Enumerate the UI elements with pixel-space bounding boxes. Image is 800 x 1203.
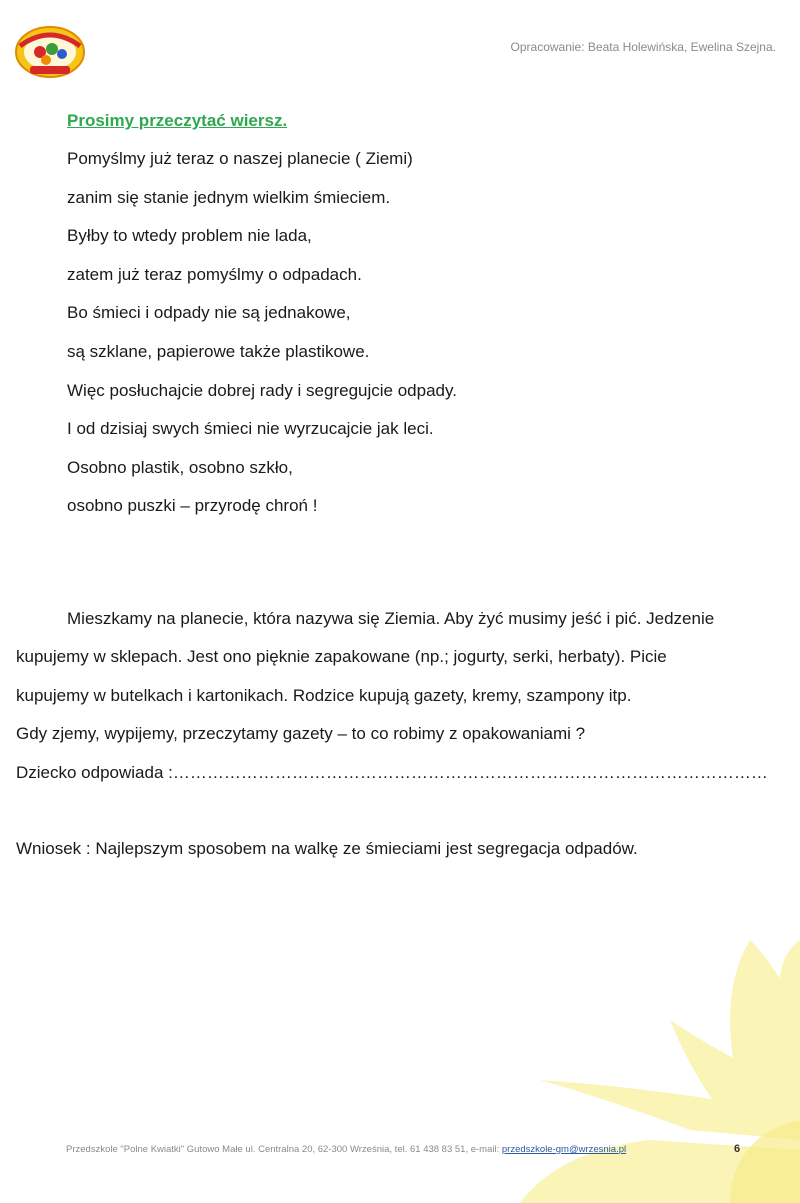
footer [66,1144,746,1155]
child-answer-line: Dziecko odpowiada :…………………………………………………………………………………………… [16,762,768,782]
poem-line: I od dzisiaj swych śmieci nie wyrzucajcie jak leci. [67,419,434,439]
poem-line: osobno puszki – przyrodę chroń ! [67,496,318,516]
poem-line: Pomyślmy już teraz o naszej planecie ( Ziemi) [67,149,413,168]
poem-line: zanim się stanie jednym wielkim śmieciem. [67,187,391,207]
header-credit: Opracowanie: Beata Holewińska, Ewelina Szejna. [510,40,776,54]
conclusion: Wniosek : Najlepszym sposobem na walkę ze śmieciami jest segregacja odpadów. [16,839,638,858]
body-paragraph [16,607,786,799]
poem [67,148,457,534]
kindergarten-logo-icon [14,22,86,78]
paragraph-line: Mieszkamy na planecie, która nazywa się Ziemia. Aby żyć musimy jeść i pić. Jedzenie [67,609,715,628]
paragraph-line: Gdy zjemy, wypijemy, przeczytamy gazety – to co robimy z opakowaniami ? [16,724,586,744]
poem-line: zatem już teraz pomyślmy o odpadach. [67,264,362,284]
page-number: 6 [734,1143,741,1155]
paragraph-line: kupujemy w sklepach. Jest ono pięknie zapakowane (np.; jogurty, serki, herbaty). Picie [16,647,667,667]
paragraph-line: kupujemy w butelkach i kartonikach. Rodzice kupują gazety, kremy, szampony itp. [16,685,632,705]
poem-line: Więc posłuchajcie dobrej rady i segregujcie odpady. [67,380,457,400]
poem-line: Byłby to wtedy problem nie lada, [67,226,312,246]
footer-email-link[interactable]: przedszkole-gm@wrzesnia.pl [501,1144,627,1155]
poem-line: Bo śmieci i odpady nie są jednakowe, [67,303,351,323]
poem-title: Prosimy przeczytać wiersz. [67,111,288,130]
poem-line: są szklane, papierowe także plastikowe. [67,341,370,361]
sun-petal-decoration-icon [520,900,800,1203]
poem-line: Osobno plastik, osobno szkło, [67,457,293,477]
footer-address: Przedszkole "Polne Kwiatki" Gutowo Małe ul. Centralna 20, 62-300 Września, tel. 61 438 83 51, e-mail: [66,1144,502,1155]
